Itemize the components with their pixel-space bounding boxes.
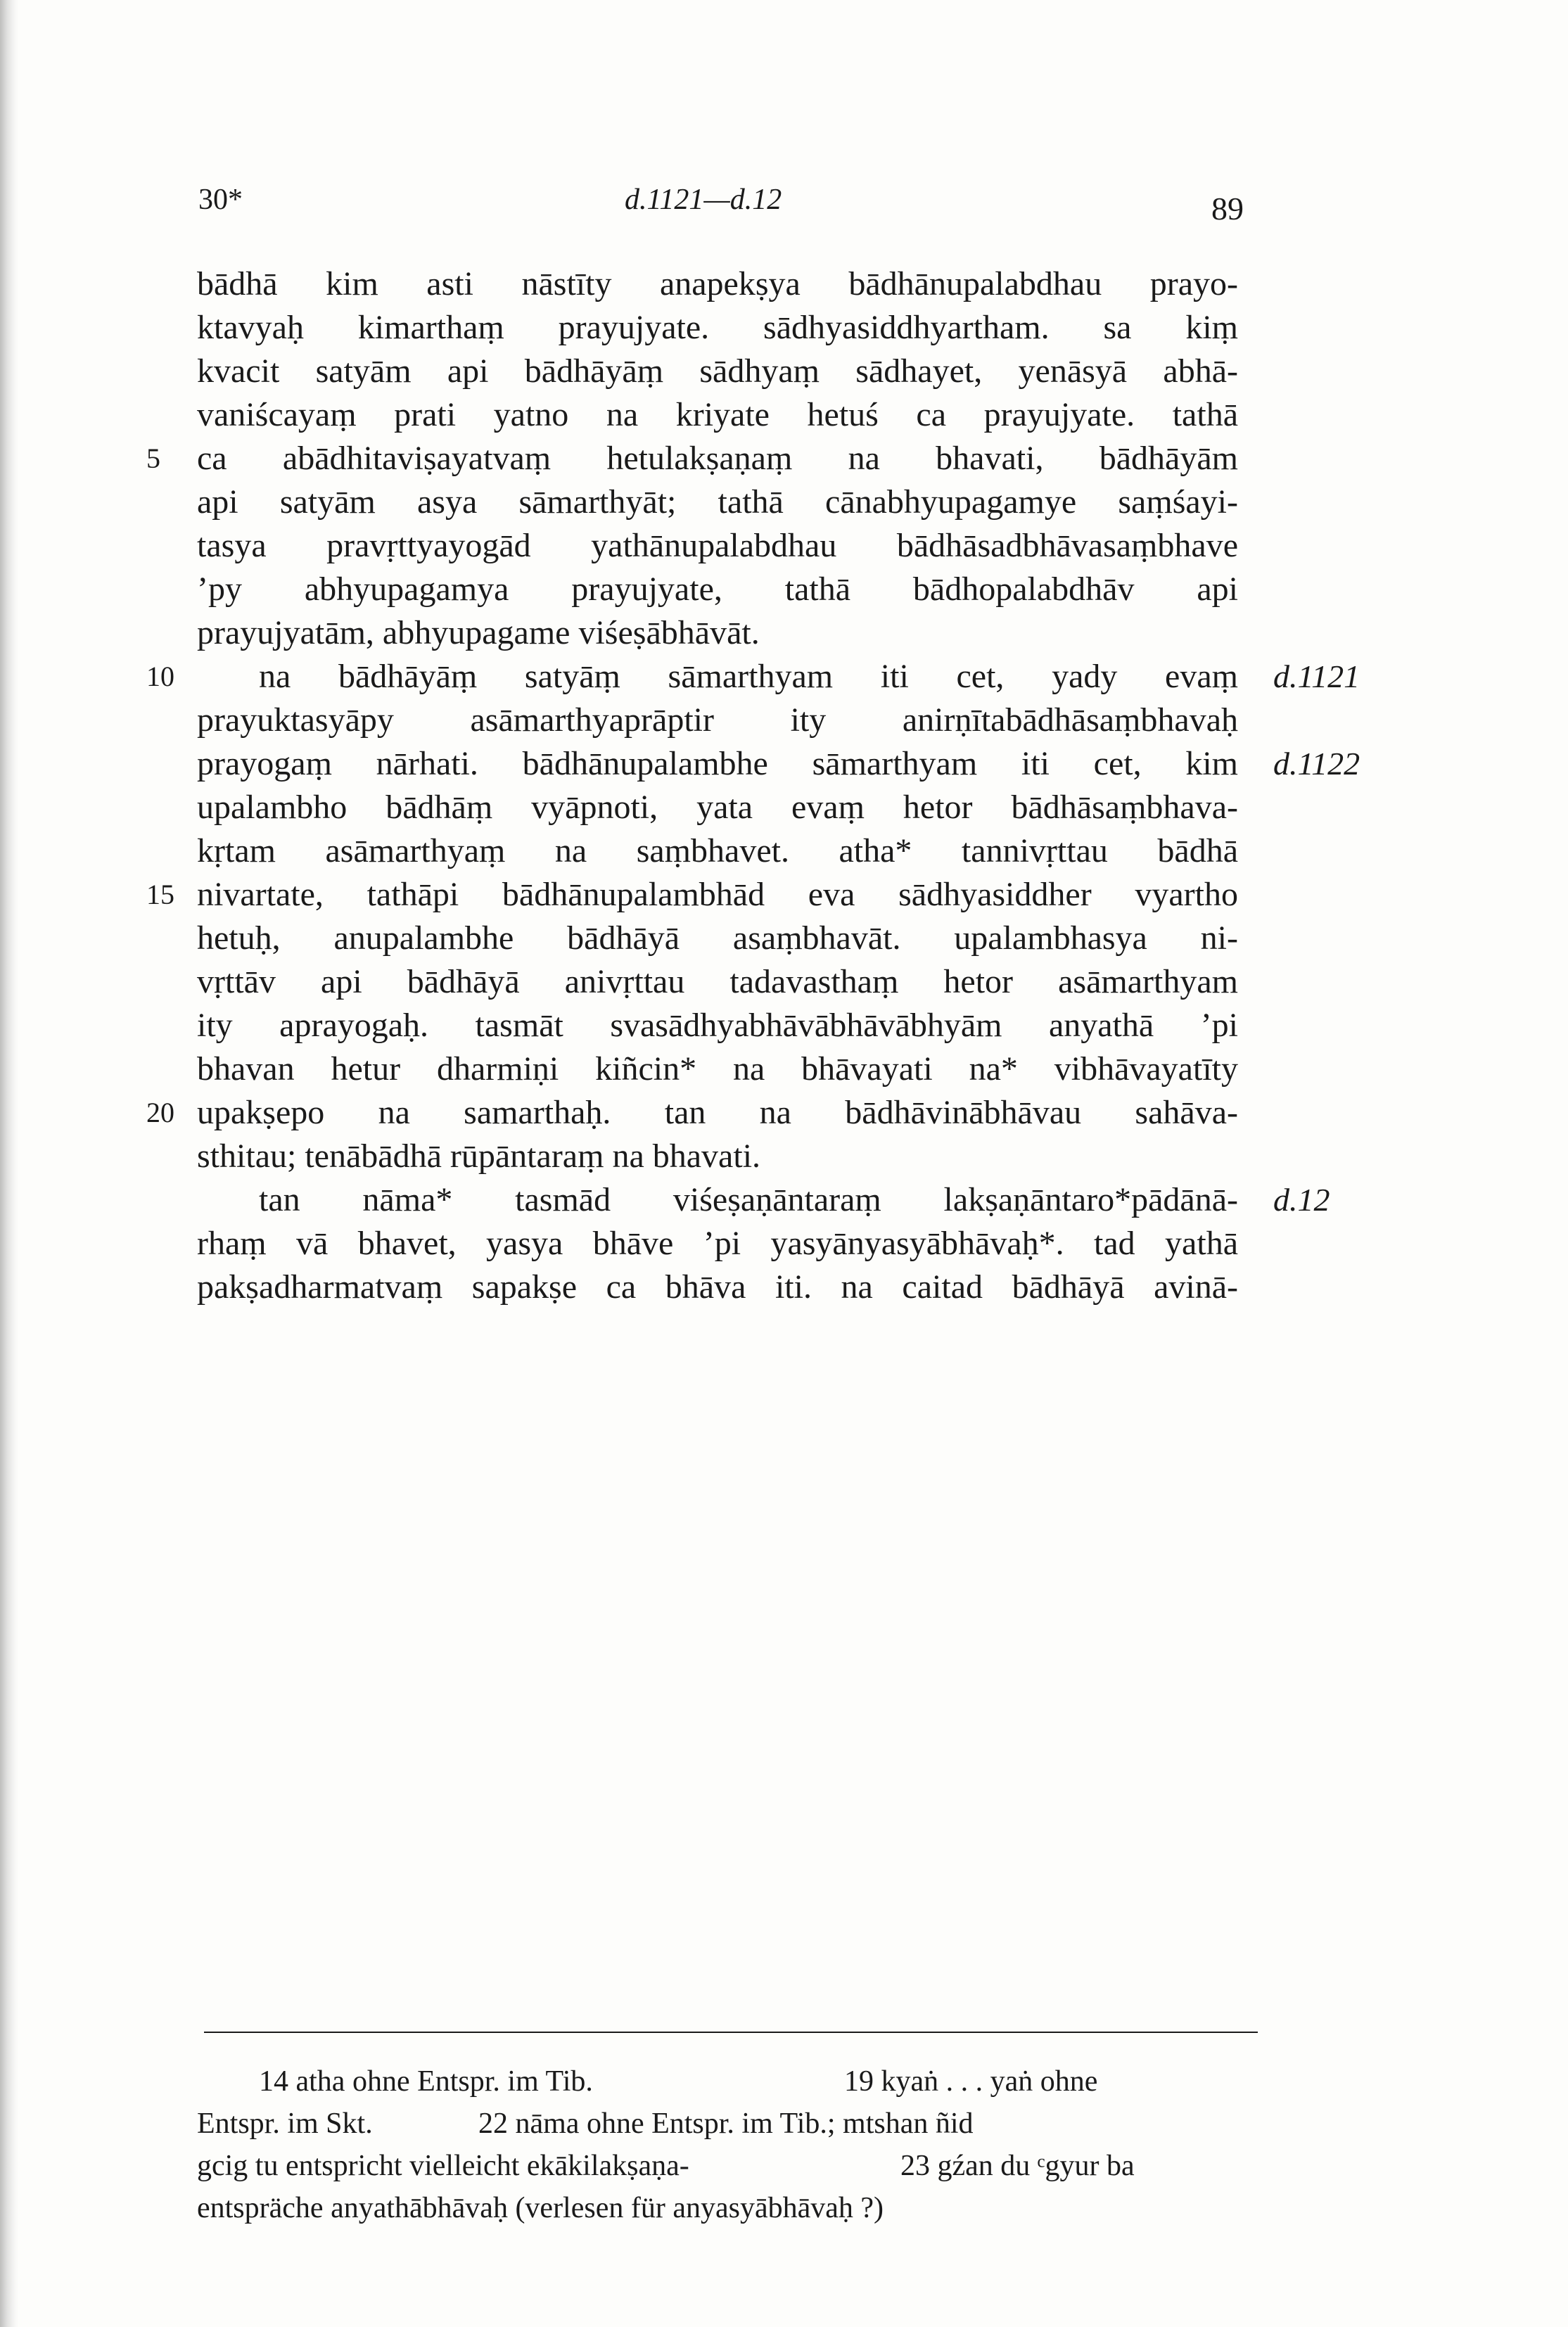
text-line-19: bhavan hetur dharmiṇi kiñcin* na bhāvayati na* vibhāvayatīty [197,1050,1238,1088]
text-line-16: hetuḥ, anupalambhe bādhāyā asaṃbhavāt. upalambhasya ni- [197,919,1238,957]
text-line-9: prayujyatām, abhyupagame viśeṣābhāvāt. [197,614,760,651]
scan-edge-shadow [0,0,18,2327]
footnote-line-3 [197,2144,1238,2188]
text-line-14: kṛtam asāmarthyaṃ na saṃbhavet. atha* tannivṛttau bādhā [197,832,1238,869]
running-header [189,174,1258,227]
text-line-24: pakṣadharmatvaṃ sapakṣe ca bhāva iti. na caitad bādhāyā avinā- [197,1268,1238,1306]
footnote-22-cont: gcig tu entspricht vielleicht ekākilakṣaṇa- [197,2150,689,2182]
text-line-12: prayogaṃ nārhati. bādhānupalambhe sāmarthyam iti cet, kim [197,745,1238,782]
header-section-marker: 30* [198,184,243,216]
text-line-8: ’py abhyupagamya prayujyate, tathā bādhopalabdhāv api [197,570,1238,608]
text-line-17: vṛttāv api bādhāyā anivṛttau tadavasthaṃ hetor asāmarthyam [197,963,1238,1000]
footnote-line-1 [197,2060,1238,2103]
line-number-10: 10 [146,661,174,692]
footnote-rule [204,2032,1258,2033]
text-line-10: na bādhāyāṃ satyāṃ sāmarthyam iti cet, yady evaṃ [259,658,1238,695]
text-line-22: tan nāma* tasmād viśeṣaṇāntaraṃ lakṣaṇāntaro*pādānā- [259,1181,1238,1218]
text-line-6: api satyām asya sāmarthyāt; tathā cānabhyupagamye saṃśayi- [197,483,1238,521]
footnote-14: 14 atha ohne Entspr. im Tib. [259,2065,593,2098]
line-number-15: 15 [146,879,174,910]
text-line-15: nivartate, tathāpi bādhānupalambhād eva sādhyasiddher vyartho [197,876,1238,913]
text-line-20: upakṣepo na samarthaḥ. tan na bādhāvinābhāvau sahāva- [197,1094,1238,1131]
margin-reference: d.12 [1273,1182,1330,1218]
footnote-19: 19 kyaṅ . . . yaṅ ohne [844,2065,1098,2098]
line-number-20: 20 [146,1097,174,1128]
text-line-23: rhaṃ vā bhavet, yasya bhāve ’pi yasyānyasyābhāvaḥ*. tad yathā [197,1225,1238,1262]
margin-reference: d.1122 [1273,746,1360,782]
text-line-7: tasya pravṛttyayogād yathānupalabdhau bādhāsadbhāvasaṃbhave [197,527,1238,564]
footnote-23-cont: entspräche anyathābhāvaḥ (verlesen für anyasyābhāvaḥ ?) [197,2192,884,2224]
text-line-18: ity aprayogaḥ. tasmāt svasādhyabhāvābhāvābhyām anyathā ’pi [197,1007,1238,1044]
footnote-line-4 [197,2186,1238,2230]
footnote-22: 22 nāma ohne Entspr. im Tib.; mtshan ñid [478,2108,974,2140]
header-range: d.1121—d.12 [625,184,782,216]
footnote-23: 23 gźan du ᶜgyur ba [900,2150,1135,2182]
line-number-5: 5 [146,442,160,474]
text-line-5: ca abādhitaviṣayatvaṃ hetulakṣaṇaṃ na bhavati, bādhāyām [197,440,1238,477]
text-line-11: prayuktasyāpy asāmarthyaprāptir ity anirṇītabādhāsaṃbhavaḥ [197,701,1238,739]
text-line-21: sthitau; tenābādhā rūpāntaraṃ na bhavati. [197,1137,761,1175]
text-line-4: vaniścayaṃ prati yatno na kriyate hetuś ca prayujyate. tathā [197,396,1238,433]
text-line-3: kvacit satyām api bādhāyāṃ sādhyaṃ sādhayet, yenāsyā abhā- [197,352,1238,390]
text-line-1: bādhā kim asti nāstīty anapekṣya bādhānupalabdhau prayo- [197,265,1238,302]
footnote-19-cont: Entspr. im Skt. [197,2108,373,2140]
text-line-13: upalambho bādhāṃ vyāpnoti, yata evaṃ hetor bādhāsaṃbhava- [197,789,1238,826]
page-number: 89 [1211,191,1244,227]
margin-reference: d.1121 [1273,658,1360,694]
text-line-2: ktavyaḥ kimarthaṃ prayujyate. sādhyasiddhyartham. sa kiṃ [197,309,1238,346]
footnote-line-2 [197,2102,1238,2146]
